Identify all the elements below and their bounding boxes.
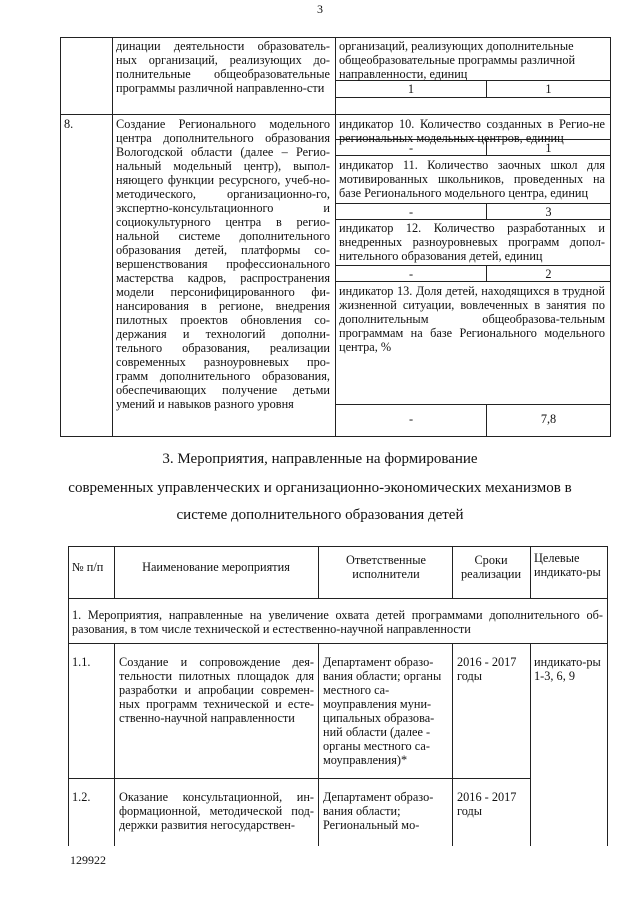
row-1-2-name: Оказание консультационной, ин-формационной, методической под-держки развития негосударствен-	[119, 790, 314, 832]
header-responsible: Ответственные исполнители	[346, 553, 426, 581]
document-code: 129922	[70, 853, 106, 867]
indicator-13-text: индикатор 13. Доля детей, находящихся в трудной жизненной ситуации, вовлеченных в занятия по дополнительным общеобразова-тельным программам на базе Регионального модельного центра, %	[339, 284, 605, 354]
indicator-11-value-2: 3	[545, 205, 552, 219]
indicator-11-text: индикатор 11. Количество заочных школ для мотивированных школьников, проведенных на базе Регионального модельного центра, единиц	[339, 158, 605, 200]
indicator-13-value-2: 7,8	[540, 412, 557, 426]
indicator-12-value-1: -	[408, 267, 414, 281]
row-1-2-number: 1.2.	[72, 790, 91, 804]
header-target-indicators: Целевые индикато-ры	[534, 551, 601, 579]
section-heading-line-3: системе дополнительного образования детей	[176, 507, 464, 523]
row-8-measure-text: Создание Регионального модельного центра дополнительного образования Вологодской области (далее – Регио-нальный модельный центр), выпол-няющего функции ресурсного, учеб-но-методического, организационно-го, экспертно-консультационного и социокультурного центра в регио-нальной системе дополнительного образования детей, платформы со-вершенствования профессионального мастерства кадров, распространения модели персонифицированного фи-нансирования в регионе, внедрения пилотных проектов обновления со-держания и технологий дополни-тельного образования, реализации современных разноуровневых про-грамм дополнительного образования, обеспечивающих получение детьми умений и навыков разного уровня	[116, 117, 330, 411]
group-1-title: 1. Мероприятия, направленные на увеличение охвата детей программами дополнительного об-разования, в том числе технической и естественно-научной направленности	[72, 608, 603, 636]
row-1-1-term: 2016 - 2017 годы	[457, 655, 517, 683]
row-1-2-responsible: Департамент образо-вания области; Региональный мо-	[323, 790, 434, 832]
indicator-10-value-2: 1	[545, 141, 552, 155]
continued-value-1: 1	[407, 82, 415, 96]
indicator-10-text: индикатор 10. Количество созданных в Регио-не региональных модельных центров, единиц	[339, 117, 605, 145]
continued-value-2: 1	[545, 82, 552, 96]
header-measure-name: Наименование мероприятия	[142, 560, 290, 574]
indicator-12-value-2: 2	[545, 267, 552, 281]
continued-indicator-text: организаций, реализующих дополнительные общеобразовательные программы различной направленности, единиц	[339, 39, 576, 81]
indicator-13-value-1: -	[408, 412, 414, 426]
header-term: Сроки реализации	[460, 553, 522, 581]
indicator-11-value-1: -	[408, 205, 414, 219]
section-heading-line-2: современных управленческих и организационно-экономических механизмов в	[68, 480, 572, 496]
row-1-1-responsible: Департамент образо-вания области; органы местного са-моуправления муни-ципальных образова-ний области (далее - органы местного са-моуправления)*	[323, 655, 442, 767]
page-number: 3	[317, 2, 323, 16]
row-1-2-term: 2016 - 2017 годы	[457, 790, 517, 818]
row-1-1-name: Создание и сопровождение дея-тельности пилотных площадок для разработки и апробации современ-ных программ технической и есте-ственно-научной направленности	[119, 655, 314, 725]
header-number: № п/п	[72, 560, 104, 574]
row-8-number: 8.	[64, 117, 74, 131]
indicator-10-value-1: -	[408, 141, 414, 155]
row-1-1-target: индикато-ры 1-3, 6, 9	[534, 655, 601, 683]
continued-measure-text: динации деятельности образователь-ных организаций, реализующих до-полнительные общеобразовательные программы различной направленно-сти	[116, 39, 330, 95]
indicator-12-text: индикатор 12. Количество разработанных и внедренных разноуровневых программ допол-нительного образования детей, единиц	[339, 221, 605, 263]
section-heading-line-1: 3. Мероприятия, направленные на формирование	[162, 451, 478, 467]
row-1-1-number: 1.1.	[72, 655, 91, 669]
